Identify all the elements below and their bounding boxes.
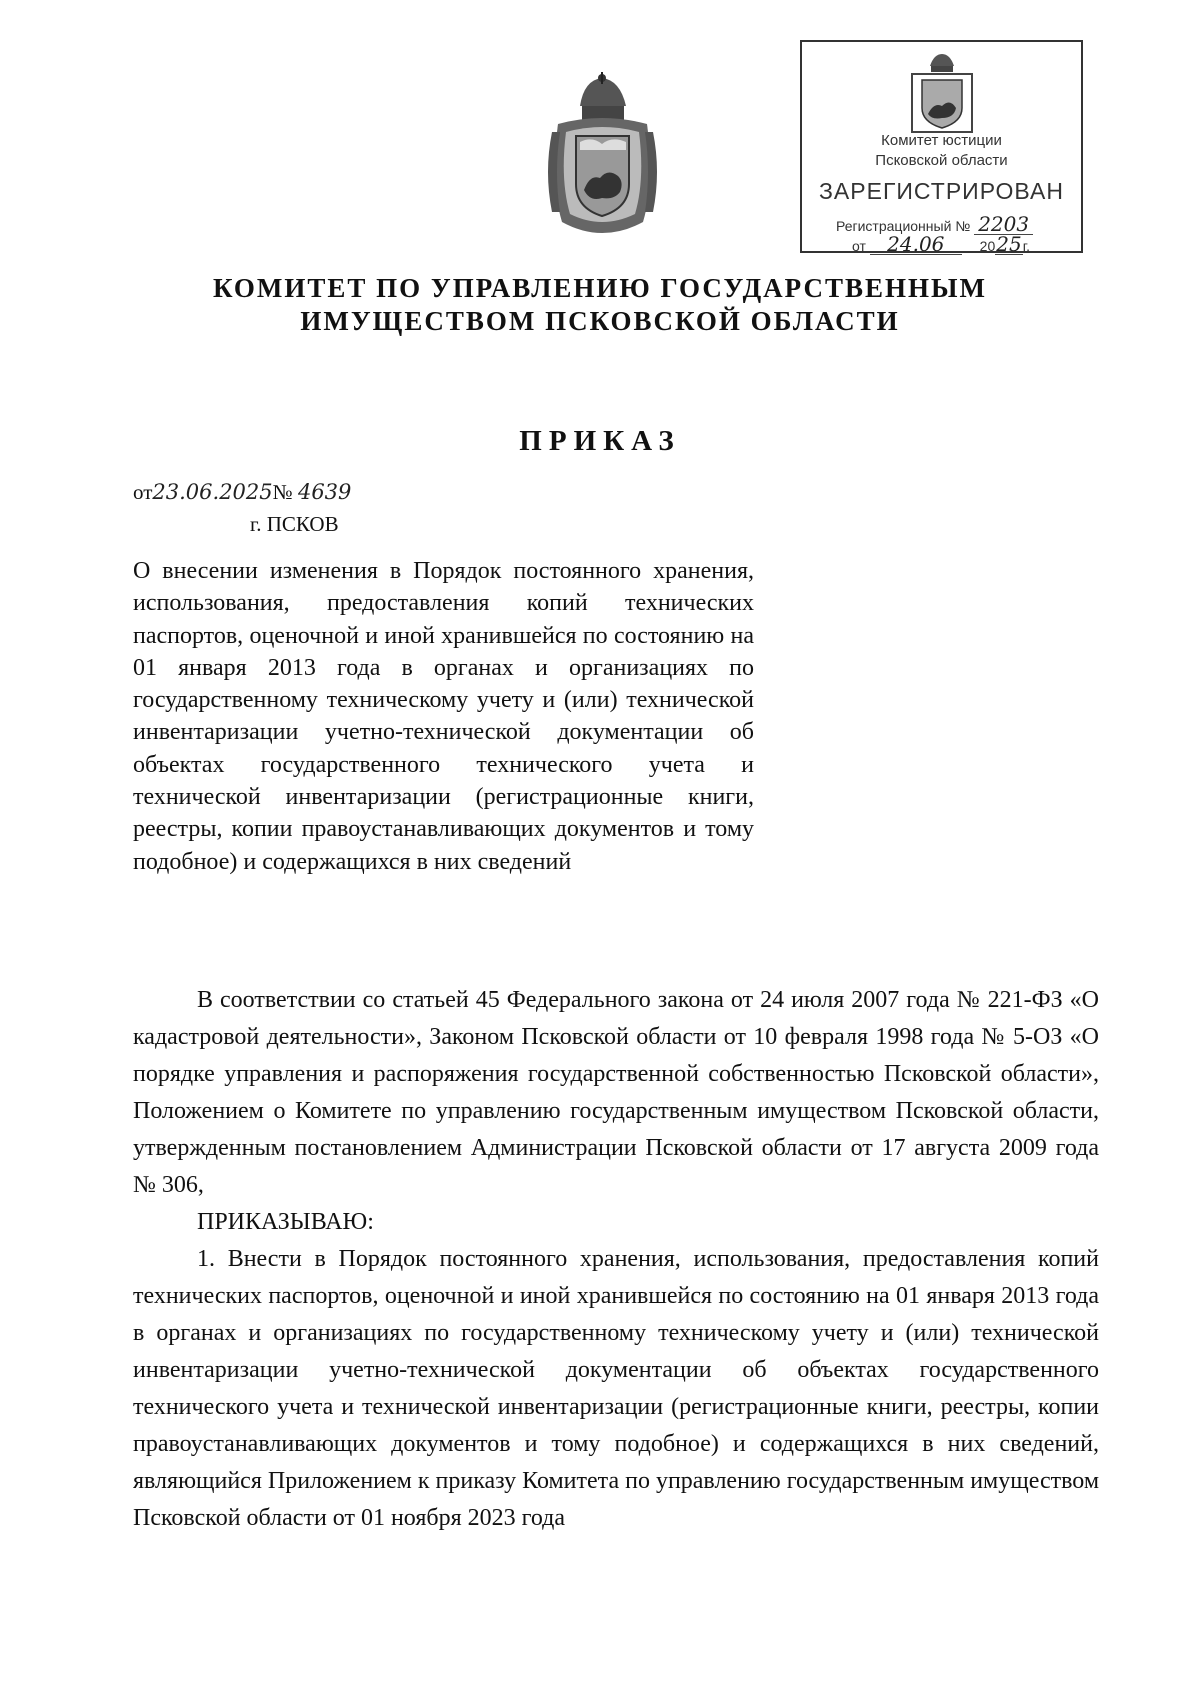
order-item-1: 1. Внести в Порядок постоянного хранения, использования, предоставления копий технических паспортов, оценочной и иной хранившейся по состоянию на 01 января 2013 года в органах и организациях по государственному техническому учету и (или) технической инвентаризации учетно-технической документации об объектах государственного технического учета и технической инвентаризации (регистрационные книги, реестры, копии правоустанавливающих документов и тому подобное) и содержащихся в них сведений, являющийся Приложением к приказу Комитета по управлению государственным имуществом Псковской области от 01 ноября 2023 года <box>133 1246 1100 1531</box>
stamp-year-prefix: 20 <box>979 238 996 254</box>
stamp-year-suffix: 25 <box>996 232 1022 256</box>
stamp-authority-line1: Комитет юстиции <box>881 132 1002 149</box>
order-subject: О внесении изменения в Порядок постоянного хранения, использования, предоставления копий технических паспортов, оценочной и иной хранившейся по состоянию на 01 января 2013 года в органах и организациях по государственному техническому учету и (или) технической инвентаризации учетно-технической документации об объектах государственного технического учета и технической инвентаризации (регистрационные книги, реестры, копии правоустанавливающих документов и тому подобное) и содержащихся в них сведений <box>133 558 754 875</box>
stamp-reg-label: Регистрационный № <box>836 218 971 234</box>
coat-of-arms-icon <box>540 72 665 242</box>
order-directive-word: ПРИКАЗЫВАЮ: <box>197 1209 374 1235</box>
registration-stamp <box>800 40 1083 256</box>
organization-title-line1: КОМИТЕТ ПО УПРАВЛЕНИЮ ГОСУДАРСТВЕННЫМ <box>212 273 988 303</box>
stamp-date-value: 24.06 <box>870 234 962 255</box>
order-city: г. ПСКОВ <box>250 512 339 536</box>
organization-title <box>150 272 1050 338</box>
order-number: 4639 <box>297 480 352 504</box>
order-date-prefix: от <box>133 480 153 504</box>
stamp-authority-line2: Псковской области <box>875 152 1008 169</box>
stamp-reg-number: 2203 <box>974 214 1033 235</box>
order-body <box>133 982 1099 1537</box>
order-number-label: № <box>272 480 293 504</box>
document-type: ПРИКАЗ <box>519 425 681 457</box>
order-number-line <box>133 480 351 505</box>
stamp-year-unit: г. <box>1022 238 1030 254</box>
stamp-date-prefix: от <box>852 238 866 254</box>
order-date: 23.06.2025 <box>152 480 273 504</box>
stamp-registration-date <box>852 234 1030 255</box>
coat-of-arms-small-icon <box>904 52 980 136</box>
organization-title-line2: ИМУЩЕСТВОМ ПСКОВСКОЙ ОБЛАСТИ <box>300 306 900 336</box>
stamp-status: ЗАРЕГИСТРИРОВАН <box>819 178 1064 204</box>
order-preamble: В соответствии со статьей 45 Федерального закона от 24 июля 2007 года № 221-ФЗ «О кадастровой деятельности», Законом Псковской области от 10 февраля 1998 года № 5-ОЗ «О порядке управления и распоряжения государственной собственностью Псковской области», Положением о Комитете по управлению государственным имуществом Псковской области, утвержденным постановлением Администрации Псковской области от 17 августа 2009 года № 306, <box>133 987 1099 1198</box>
